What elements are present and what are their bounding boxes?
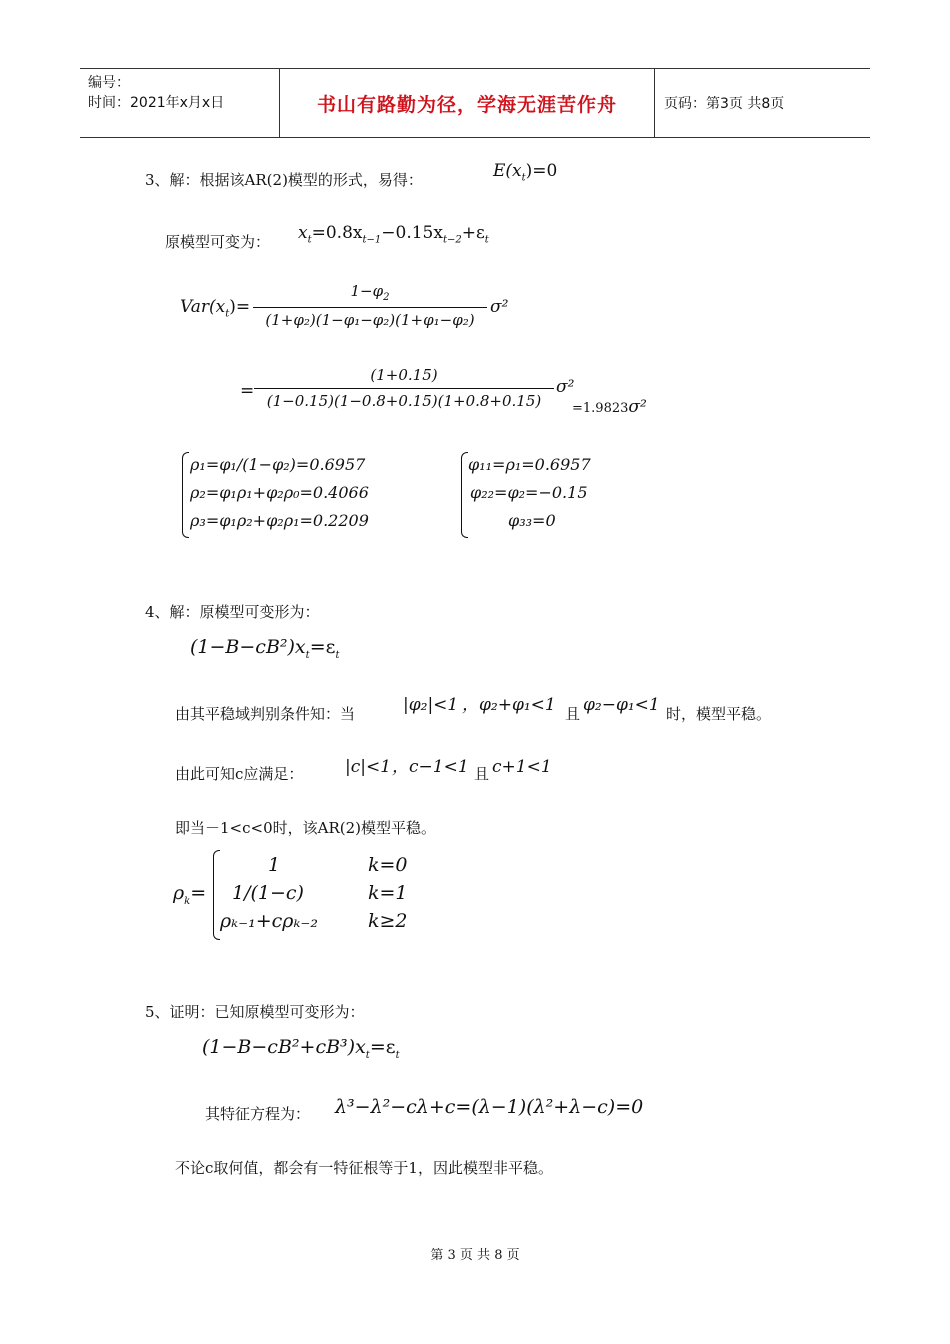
time-label: 时间：2021年x月x日 [88, 95, 225, 111]
q3-transform-label: 原模型可变为： [165, 233, 271, 251]
q3-phi22: φ₂₂=φ₂=−0.15 [470, 483, 588, 502]
q4-cond-label: 由其平稳域判别条件知：当 [175, 705, 356, 723]
q4-conclusion: 即当－1<c<0时，该AR(2)模型平稳。 [175, 819, 436, 837]
page-header [80, 68, 870, 138]
q4-c-label: 由此可知c应满足： [175, 765, 304, 783]
q4-intro: 4、解：原模型可变形为： [145, 603, 320, 621]
q5-model: $(1-B-cB^2+cB^3)x_t=\varepsilon_t$ [202, 1036, 400, 1061]
q5-conclusion: 不论c取何值，都会有一特征根等于1，因此模型非平稳。 [175, 1159, 553, 1177]
q3-phi11: φ₁₁=ρ₁=0.6957 [468, 455, 591, 474]
q3-var-fraction: $\frac{1-\varphi_2}{\text{(1+φ₂)(1−φ₁−φ₂)(1+φ₁−φ₂)}}$ [253, 282, 487, 329]
page-footer: 第 3 页 共 8 页 [430, 1248, 520, 1263]
q4-model: $(1-B-cB^2)x_t=\varepsilon_t$ [190, 636, 340, 661]
q4-case2-cond: k=1 [368, 882, 408, 904]
q3-phi33: φ₃₃=0 [508, 511, 556, 530]
q4-c-and: 且 [474, 765, 490, 783]
q3-equals: = [240, 381, 255, 401]
q3-sigma-a: σ² [490, 297, 509, 317]
q3-rho1: ρ₁=φ₁/(1−φ₂)=0.6957 [190, 455, 366, 474]
q4-case-brace [213, 850, 220, 940]
q3-rho-brace [182, 452, 189, 538]
q5-intro: 5、证明：已知原模型可变形为： [145, 1003, 365, 1021]
q3-result: =1.9823σ² [572, 397, 647, 417]
q3-eval-fraction: $\frac{(1+0.15)}{(1-0.15)(1-0.8+0.15)(1+0.8+0.15)}$ [254, 366, 554, 410]
header-meta [80, 69, 280, 137]
q3-expectation: $E(x_t)=0$ [493, 161, 558, 184]
header-motto: 书山有路勤为径，学海无涯苦作舟 [280, 69, 655, 137]
q3-phi-brace [461, 452, 468, 538]
q4-c-a: |c|<1 [345, 757, 392, 777]
q3-var-label: $Var(x_t)=$ [180, 297, 251, 320]
q5-char-eq: λ³−λ²−cλ+c=(λ−1)(λ²+λ−c)=0 [335, 1096, 644, 1118]
q4-c-b: ，c−1<1 [392, 757, 469, 777]
q4-case1-val: 1 [268, 854, 281, 876]
q3-model: $x_t=0.8x_{t-1}-0.15x_{t-2}+\varepsilon_t$ [298, 223, 489, 246]
q4-cond-tail: 时，模型平稳。 [666, 705, 772, 723]
q4-case3-val: ρₖ₋₁+cρₖ₋₂ [220, 910, 319, 932]
q4-case3-cond: k≥2 [368, 910, 408, 932]
header-page-info: 页码：第3页 共8页 [664, 96, 785, 112]
q4-cond-and: 且 [565, 705, 581, 723]
q4-cond-b: ，φ₂+φ₁<1 [462, 695, 556, 715]
q3-rho3: ρ₃=φ₁ρ₂+φ₂ρ₁=0.2209 [190, 511, 369, 530]
q4-rho-k: $\rho_k=$ [173, 882, 207, 907]
q3-sigma-b: σ² [556, 377, 575, 397]
q4-cond-c: φ₂−φ₁<1 [583, 695, 660, 715]
q4-c-c: c+1<1 [492, 757, 552, 777]
q5-char-label: 其特征方程为： [205, 1105, 311, 1123]
q4-cond-a: |φ₂|<1 [403, 695, 459, 715]
number-label: 编号： [88, 75, 130, 91]
q3-intro: 3、解：根据该AR(2)模型的形式，易得： [145, 171, 423, 189]
q3-rho2: ρ₂=φ₁ρ₁+φ₂ρ₀=0.4066 [190, 483, 369, 502]
q4-case2-val: 1/(1−c) [232, 882, 304, 904]
q4-case1-cond: k=0 [368, 854, 408, 876]
